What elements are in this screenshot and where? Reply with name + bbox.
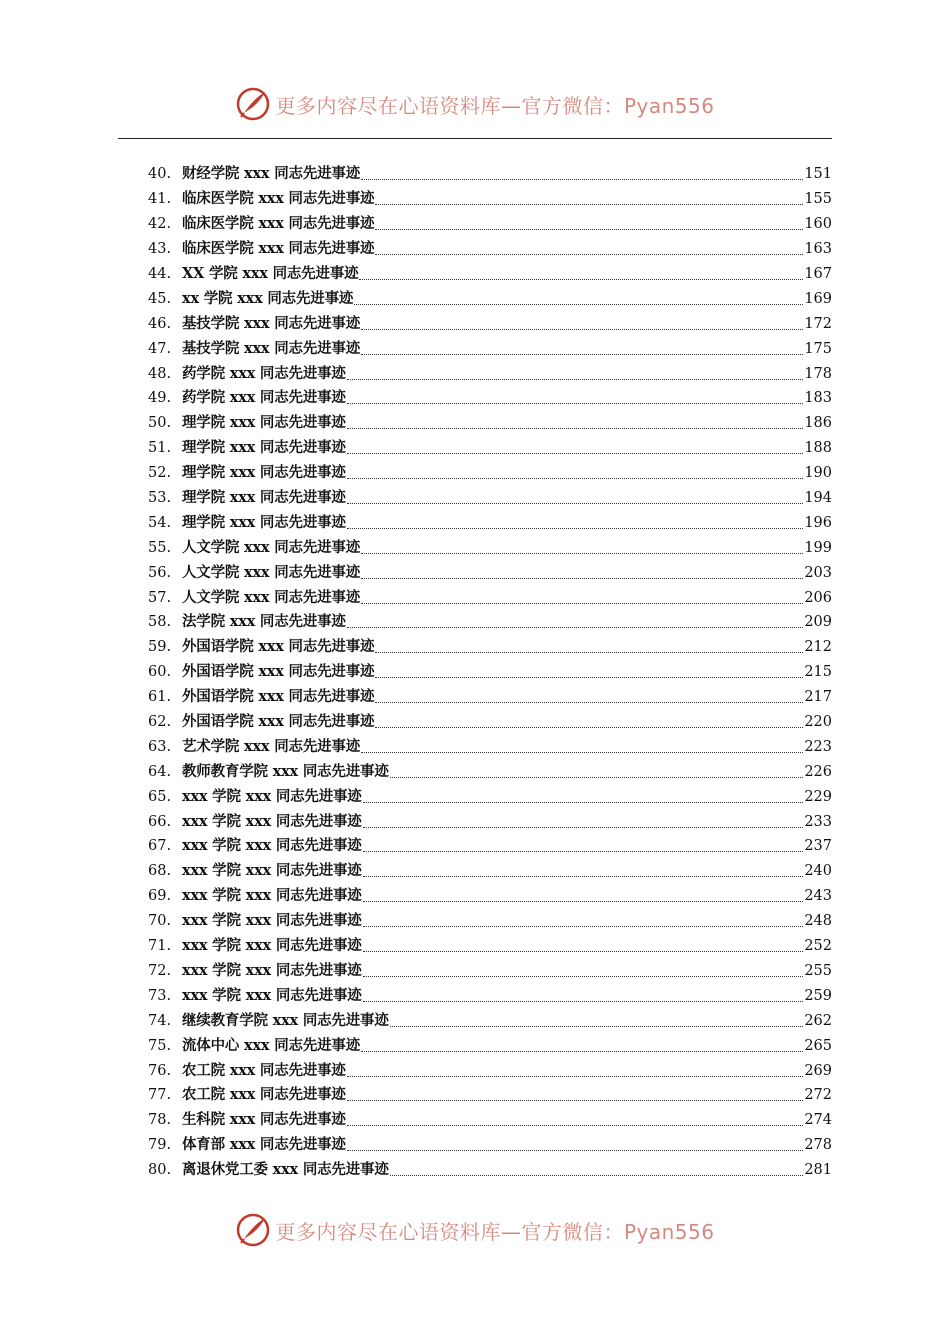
toc-entry-number: 51. <box>148 440 172 457</box>
toc-entry-number: 53. <box>148 490 172 507</box>
header-divider <box>118 138 832 139</box>
toc-entry-page-number[interactable]: 272 <box>804 1087 832 1104</box>
dot-leader <box>363 900 804 902</box>
toc-entry-number: 67. <box>148 838 172 855</box>
toc-entry-number: 57. <box>148 589 172 606</box>
toc-entry-number: 61. <box>148 689 172 706</box>
toc-entry-number: 44. <box>148 266 172 282</box>
toc-entry-number: 50. <box>148 415 172 432</box>
toc-entry[interactable] <box>148 461 832 486</box>
toc-entry-page-number[interactable]: 226 <box>804 763 832 780</box>
dot-leader <box>361 602 803 604</box>
dot-leader <box>375 228 803 230</box>
toc-entry[interactable] <box>148 1133 832 1158</box>
header-banner-text: 更多内容尽在心语资料库—官方微信：Pyan556 <box>275 93 715 118</box>
toc-entry[interactable] <box>148 162 832 187</box>
toc-entry[interactable] <box>148 361 832 386</box>
dot-leader <box>354 303 803 305</box>
toc-entry-page-number[interactable]: 190 <box>804 465 832 482</box>
toc-entry-title[interactable]: xxx 学院 xxx 同志先进事迹 <box>182 912 362 930</box>
toc-entry[interactable] <box>148 286 832 311</box>
toc-entry[interactable] <box>148 610 832 635</box>
toc-entry-number: 64. <box>148 763 172 780</box>
toc-entry-title[interactable]: 艺术学院 xxx 同志先进事迹 <box>182 737 361 755</box>
toc-entry-page-number[interactable]: 199 <box>804 539 832 556</box>
toc-entry-page-number[interactable]: 281 <box>804 1162 832 1179</box>
toc-entry-title[interactable]: 外国语学院 xxx 同志先进事迹 <box>182 713 375 731</box>
toc-entry-title[interactable]: 理学院 xxx 同志先进事迹 <box>182 513 346 531</box>
dot-leader <box>347 626 804 628</box>
toc-entry-number: 79. <box>148 1137 172 1154</box>
toc-entry-page-number[interactable]: 169 <box>804 290 832 307</box>
toc-entry-page-number[interactable]: 259 <box>804 987 832 1004</box>
toc-entry-number: 59. <box>148 639 172 656</box>
toc-entry-page-number[interactable]: 274 <box>804 1112 832 1129</box>
toc-entry-page-number[interactable]: 206 <box>804 589 832 606</box>
footer-banner <box>0 1208 950 1252</box>
dot-leader <box>375 726 803 728</box>
dot-leader <box>361 751 803 753</box>
toc-entry-page-number[interactable]: 160 <box>804 216 832 233</box>
dot-leader <box>363 826 804 828</box>
dot-leader <box>363 925 804 927</box>
dot-leader <box>347 1124 804 1126</box>
quill-logo-icon <box>235 86 271 122</box>
quill-logo-icon <box>235 1212 271 1248</box>
toc-entry-number: 70. <box>148 913 172 930</box>
toc-entry-page-number[interactable]: 217 <box>804 689 832 706</box>
toc-entry[interactable] <box>148 685 832 710</box>
toc-entry[interactable] <box>148 934 832 959</box>
table-of-contents <box>148 162 832 1183</box>
toc-entry-number: 47. <box>148 340 172 357</box>
toc-entry-number: 71. <box>148 938 172 955</box>
dot-leader <box>375 253 803 255</box>
toc-entry[interactable] <box>148 884 832 909</box>
dot-leader <box>347 527 804 529</box>
toc-entry[interactable] <box>148 411 832 436</box>
dot-leader <box>347 402 804 404</box>
toc-entry-title[interactable]: XX 学院 xxx 同志先进事迹 <box>182 265 359 282</box>
dot-leader <box>375 676 803 678</box>
toc-entry-title[interactable]: 外国语学院 xxx 同志先进事迹 <box>182 663 375 681</box>
toc-entry[interactable] <box>148 1108 832 1133</box>
dot-leader <box>361 178 803 180</box>
toc-entry[interactable] <box>148 187 832 212</box>
dot-leader <box>363 1000 804 1002</box>
toc-entry-number: 68. <box>148 863 172 880</box>
toc-entry-page-number[interactable]: 262 <box>804 1012 832 1029</box>
dot-leader <box>347 1075 804 1077</box>
toc-entry-number: 74. <box>148 1012 172 1029</box>
toc-entry[interactable] <box>148 336 832 361</box>
toc-entry-title[interactable]: 人文学院 xxx 同志先进事迹 <box>182 538 361 556</box>
toc-entry[interactable] <box>148 710 832 735</box>
toc-entry[interactable] <box>148 909 832 934</box>
toc-entry-title[interactable]: 理学院 xxx 同志先进事迹 <box>182 464 346 482</box>
toc-entry[interactable] <box>148 1008 832 1033</box>
toc-entry[interactable] <box>148 1058 832 1083</box>
dot-leader <box>375 203 803 205</box>
toc-entry-title[interactable]: 基技学院 xxx 同志先进事迹 <box>182 339 361 357</box>
dot-leader <box>363 950 804 952</box>
toc-entry-page-number[interactable]: 265 <box>804 1037 832 1054</box>
toc-entry[interactable] <box>148 436 832 461</box>
dot-leader <box>361 1050 803 1052</box>
toc-entry-number: 60. <box>148 664 172 681</box>
dot-leader <box>347 427 804 429</box>
toc-entry-title[interactable]: xxx 学院 xxx 同志先进事迹 <box>182 937 362 955</box>
toc-entry[interactable] <box>148 237 832 262</box>
footer-banner-text: 更多内容尽在心语资料库—官方微信：Pyan556 <box>275 1219 715 1244</box>
toc-entry-number: 72. <box>148 962 172 979</box>
toc-entry-page-number[interactable]: 209 <box>804 614 832 631</box>
toc-entry-page-number[interactable]: 252 <box>804 938 832 955</box>
toc-entry-title[interactable]: 人文学院 xxx 同志先进事迹 <box>182 588 361 606</box>
toc-entry-title[interactable]: 基技学院 xxx 同志先进事迹 <box>182 314 361 332</box>
toc-entry-title[interactable]: 农工院 xxx 同志先进事迹 <box>182 1061 346 1079</box>
dot-leader <box>363 875 804 877</box>
dot-leader <box>390 776 804 778</box>
toc-entry-page-number[interactable]: 194 <box>804 490 832 507</box>
toc-entry-title[interactable]: 外国语学院 xxx 同志先进事迹 <box>182 688 375 706</box>
toc-entry-number: 73. <box>148 987 172 1004</box>
toc-entry-title[interactable]: 临床医学院 xxx 同志先进事迹 <box>182 190 375 208</box>
toc-entry-number: 45. <box>148 290 172 307</box>
dot-leader <box>347 378 804 380</box>
toc-entry-number: 40. <box>148 166 172 183</box>
toc-entry-title[interactable]: 农工院 xxx 同志先进事迹 <box>182 1086 346 1104</box>
toc-entry[interactable] <box>148 386 832 411</box>
toc-entry-number: 75. <box>148 1037 172 1054</box>
toc-entry-title[interactable]: 理学院 xxx 同志先进事迹 <box>182 489 346 507</box>
toc-entry-title[interactable]: 理学院 xxx 同志先进事迹 <box>182 414 346 432</box>
dot-leader <box>347 1099 804 1101</box>
dot-leader <box>375 651 803 653</box>
toc-entry-title[interactable]: 流体中心 xxx 同志先进事迹 <box>182 1036 361 1054</box>
toc-entry[interactable] <box>148 1033 832 1058</box>
toc-entry-title[interactable]: 财经学院 xxx 同志先进事迹 <box>182 165 361 183</box>
toc-entry-number: 78. <box>148 1112 172 1129</box>
toc-entry[interactable] <box>148 311 832 336</box>
toc-entry-number: 63. <box>148 738 172 755</box>
toc-entry-title[interactable]: 药学院 xxx 同志先进事迹 <box>182 364 346 382</box>
dot-leader <box>363 850 804 852</box>
toc-entry-number: 46. <box>148 315 172 332</box>
toc-entry-number: 48. <box>148 365 172 382</box>
toc-entry-title[interactable]: 继续教育学院 xxx 同志先进事迹 <box>182 1011 389 1029</box>
toc-entry[interactable] <box>148 635 832 660</box>
toc-entry-number: 69. <box>148 888 172 905</box>
dot-leader <box>390 1025 804 1027</box>
toc-entry-title[interactable]: 理学院 xxx 同志先进事迹 <box>182 439 346 457</box>
toc-entry-number: 62. <box>148 714 172 731</box>
toc-entry-number: 66. <box>148 813 172 830</box>
toc-entry-title[interactable]: 教师教育学院 xxx 同志先进事迹 <box>182 762 389 780</box>
toc-entry-page-number[interactable]: 220 <box>804 714 832 731</box>
toc-entry-title[interactable]: xx 学院 xxx 同志先进事迹 <box>182 289 354 307</box>
toc-entry-title[interactable]: 临床医学院 xxx 同志先进事迹 <box>182 240 375 258</box>
toc-entry-page-number[interactable]: 212 <box>804 639 832 656</box>
toc-entry[interactable] <box>148 486 832 511</box>
toc-entry-number: 41. <box>148 191 172 208</box>
toc-entry-number: 80. <box>148 1162 172 1179</box>
toc-entry-number: 49. <box>148 390 172 407</box>
dot-leader <box>347 452 804 454</box>
toc-entry-number: 58. <box>148 614 172 631</box>
toc-entry-page-number[interactable]: 186 <box>804 415 832 432</box>
toc-entry-number: 77. <box>148 1087 172 1104</box>
toc-entry[interactable] <box>148 1158 832 1183</box>
toc-entry[interactable] <box>148 759 832 784</box>
toc-entry-title[interactable]: xxx 学院 xxx 同志先进事迹 <box>182 837 362 855</box>
toc-entry[interactable] <box>148 834 832 859</box>
toc-entry-page-number[interactable]: 223 <box>804 738 832 755</box>
toc-entry-number: 54. <box>148 514 172 531</box>
toc-entry-number: 65. <box>148 788 172 805</box>
toc-entry-title[interactable]: 外国语学院 xxx 同志先进事迹 <box>182 638 375 656</box>
dot-leader <box>363 801 804 803</box>
toc-entry-page-number[interactable]: 167 <box>804 266 832 282</box>
toc-entry[interactable] <box>148 212 832 237</box>
toc-entry-title[interactable]: 临床医学院 xxx 同志先进事迹 <box>182 215 375 233</box>
toc-entry-page-number[interactable]: 188 <box>804 440 832 457</box>
dot-leader <box>361 353 803 355</box>
dot-leader <box>361 577 803 579</box>
toc-entry[interactable] <box>148 959 832 984</box>
toc-entry[interactable] <box>148 262 832 287</box>
dot-leader <box>347 502 804 504</box>
toc-entry-number: 55. <box>148 539 172 556</box>
toc-entry-title[interactable]: 体育部 xxx 同志先进事迹 <box>182 1136 346 1154</box>
toc-entry-page-number[interactable]: 240 <box>804 863 832 880</box>
toc-entry-title[interactable]: xxx 学院 xxx 同志先进事迹 <box>182 961 362 979</box>
toc-entry[interactable] <box>148 1083 832 1108</box>
toc-entry-title[interactable]: xxx 学院 xxx 同志先进事迹 <box>182 986 362 1004</box>
dot-leader <box>361 328 803 330</box>
toc-entry[interactable] <box>148 560 832 585</box>
toc-entry-title[interactable]: 药学院 xxx 同志先进事迹 <box>182 389 346 407</box>
toc-entry-page-number[interactable]: 269 <box>804 1062 832 1079</box>
toc-entry-title[interactable]: xxx 学院 xxx 同志先进事迹 <box>182 812 362 830</box>
dot-leader <box>359 278 803 280</box>
toc-entry-page-number[interactable]: 243 <box>804 888 832 905</box>
toc-entry[interactable] <box>148 585 832 610</box>
toc-entry[interactable] <box>148 983 832 1008</box>
toc-entry-number: 76. <box>148 1062 172 1079</box>
toc-entry-number: 56. <box>148 564 172 581</box>
toc-entry-page-number[interactable]: 229 <box>804 788 832 805</box>
toc-entry-page-number[interactable]: 233 <box>804 813 832 830</box>
toc-entry-page-number[interactable]: 215 <box>804 664 832 681</box>
toc-entry-title[interactable]: 离退休党工委 xxx 同志先进事迹 <box>182 1161 389 1179</box>
dot-leader <box>390 1174 804 1176</box>
toc-entry-page-number[interactable]: 178 <box>804 365 832 382</box>
toc-entry-title[interactable]: xxx 学院 xxx 同志先进事迹 <box>182 787 362 805</box>
toc-entry[interactable] <box>148 859 832 884</box>
toc-entry-page-number[interactable]: 196 <box>804 514 832 531</box>
toc-entry-number: 42. <box>148 216 172 233</box>
toc-entry[interactable] <box>148 784 832 809</box>
toc-entry-page-number[interactable]: 172 <box>804 315 832 332</box>
dot-leader <box>347 1149 804 1151</box>
dot-leader <box>361 552 803 554</box>
toc-entry-title[interactable]: 生科院 xxx 同志先进事迹 <box>182 1111 346 1129</box>
toc-entry-page-number[interactable]: 203 <box>804 564 832 581</box>
toc-entry-page-number[interactable]: 151 <box>804 166 832 183</box>
toc-entry-page-number[interactable]: 155 <box>804 191 832 208</box>
toc-entry-number: 52. <box>148 465 172 482</box>
toc-entry-page-number[interactable]: 163 <box>804 241 832 258</box>
dot-leader <box>347 477 804 479</box>
toc-entry-page-number[interactable]: 183 <box>804 390 832 407</box>
toc-entry-title[interactable]: 法学院 xxx 同志先进事迹 <box>182 613 346 631</box>
dot-leader <box>363 975 804 977</box>
toc-entry-title[interactable]: 人文学院 xxx 同志先进事迹 <box>182 563 361 581</box>
header-banner <box>0 82 950 126</box>
toc-entry-page-number[interactable]: 175 <box>804 340 832 357</box>
toc-entry-page-number[interactable]: 237 <box>804 838 832 855</box>
toc-entry-page-number[interactable]: 248 <box>804 913 832 930</box>
toc-entry-title[interactable]: xxx 学院 xxx 同志先进事迹 <box>182 887 362 905</box>
toc-entry-page-number[interactable]: 278 <box>804 1137 832 1154</box>
toc-entry[interactable] <box>148 660 832 685</box>
toc-entry-title[interactable]: xxx 学院 xxx 同志先进事迹 <box>182 862 362 880</box>
dot-leader <box>375 701 803 703</box>
toc-entry[interactable] <box>148 734 832 759</box>
toc-entry-number: 43. <box>148 241 172 258</box>
toc-entry[interactable] <box>148 809 832 834</box>
toc-entry[interactable] <box>148 535 832 560</box>
toc-entry[interactable] <box>148 510 832 535</box>
toc-entry-page-number[interactable]: 255 <box>804 962 832 979</box>
